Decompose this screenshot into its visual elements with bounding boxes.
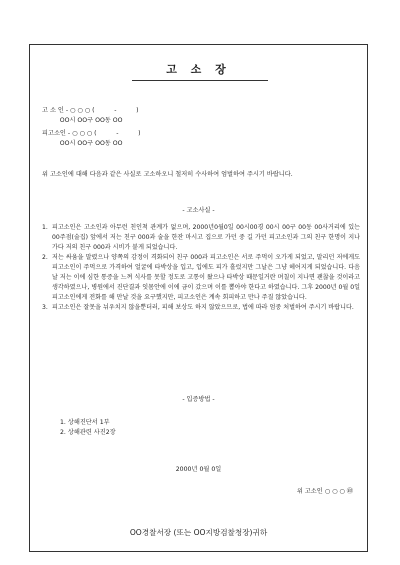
fact-text: 피고소인은 잘못을 뉘우치지 않을뿐더러, 피해 보상도 하지 않았으므로, 법에 따라 엄중 처벌하여 주시기 바랍니다. (52, 304, 354, 311)
filing-date: 2000년 0월 0일 (175, 466, 222, 473)
complaint-document (29, 44, 368, 552)
facts-list (42, 223, 360, 313)
fact-item (42, 253, 360, 303)
addressee: OO경찰서장 (또는 OO지방검찰청장)귀하 (129, 528, 268, 537)
evidence-item: 1. 상해진단서 1부 (60, 419, 110, 426)
evidence-list (60, 418, 116, 437)
fact-number: 3. (42, 304, 48, 311)
evidence-heading: - 입증방법 - (182, 396, 215, 403)
fact-item (42, 223, 360, 253)
facts-heading: - 고소사실 - (182, 207, 215, 214)
accused-line: 피고소인 - ○ ○ ○ ( - ) (42, 130, 141, 137)
complainant-address: OO시 OO구 OO동 OO (42, 117, 123, 124)
title-underline (132, 80, 268, 81)
document-title: 고 소 장 (166, 63, 231, 76)
fact-item (42, 303, 360, 313)
complainant-line: 고 소 인 - ○ ○ ○ ( - ) (42, 107, 139, 114)
fact-number: 2. (42, 254, 48, 261)
intro-paragraph: 위 고소인에 대해 다음과 같은 사실로 고소하오니 철저히 수사하여 엄벌하여 주시기 바랍니다. (42, 171, 293, 178)
signature-line: 위 고소인 ○ ○ ○ ㊞ (296, 488, 353, 495)
accused-address: OO시 OO구 OO동 OO (42, 140, 123, 147)
fact-text: 피고소인은 고소인과 아무런 친인척 관계가 없으며, 2000년0월0일 00시00경 00시 00구 00동 00사거리에 있는 00주점(술집) 앞에서 저는 친구 000과 술을 한잔 마시고 집으로 가던 중 길 가던 피고소인과 그의 친구 한명이 지나가다 저의 친구 000과 시비가 붙게 되었습니다. (52, 224, 360, 251)
evidence-item: 2. 상해관련 사진2장 (60, 428, 116, 436)
fact-number: 1. (42, 224, 48, 231)
fact-text: 저는 싸움을 말렸으나 양쪽의 감정이 격화되어 친구 000과 피고소인은 서로 주먹이 오가게 되었고, 말리던 저에게도 피고소인이 주먹으로 가격하여 얼굴에 타박상을 입고, 입에도 피가 흘렀지만 그날은 그냥 헤어지게 되었습니다. 다음날 저는 이에 심한 통증을 느껴 식사를 못할 정도로 고통이 왔으나 타박상 때문일거란 며칠이 지나면 괜찮을 것이라고 생각하였으나, 병원에서 진단결과 잇몸안에 이에 금이 갔으며 이를 뽑아야 한다고 하였습니다. 그후 2000년 0월 0일 피고소인에게 전화를 해 만날 것을 요구했지만, 피고소인은 계속 회피하고 만나 주질 않았습니다. (52, 254, 360, 301)
